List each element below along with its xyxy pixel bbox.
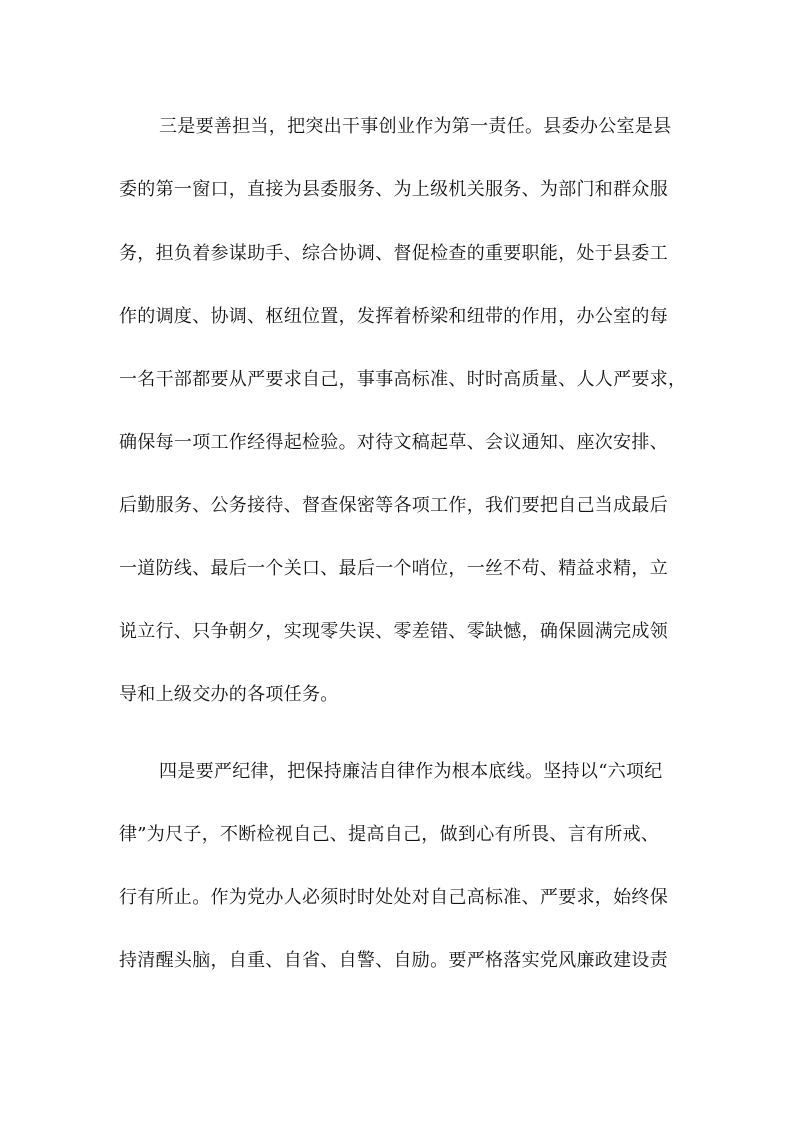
text-line: 持清醒头脑，自重、自省、自警、自励。要严格落实党风廉政建设责 xyxy=(119,950,668,971)
text-line: 委的第一窗口，直接为县委服务、为上级机关服务、为部门和群众服 xyxy=(119,179,668,200)
text-line: 务，担负着参谋助手、综合协调、督促检查的重要职能，处于县委工 xyxy=(119,243,668,264)
text-line: 作的调度、协调、枢纽位置，发挥着桥梁和纽带的作用，办公室的每 xyxy=(119,306,668,327)
text-line: 导和上级交办的各项任务。 xyxy=(119,684,339,705)
text-line: 行有所止。作为党办人必须时时处处对自己高标准、严要求，始终保 xyxy=(119,887,668,908)
text-line: 律”为尺子，不断检视自己、提高自己，做到心有所畏、言有所戒、 xyxy=(119,824,660,845)
text-line: 说立行、只争朝夕，实现零失误、零差错、零缺憾，确保圆满完成领 xyxy=(119,621,668,642)
text-line: 确保每一项工作经得起检验。对待文稿起草、会议通知、座次安排、 xyxy=(119,432,668,453)
text-line: 四是要严纪律，把保持廉洁自律作为根本底线。坚持以“六项纪 xyxy=(159,761,663,782)
text-line: 一名干部都要从严要求自己，事事高标准、时时高质量、人人严要求， xyxy=(119,369,687,390)
text-line: 一道防线、最后一个关口、最后一个哨位，一丝不苟、精益求精，立 xyxy=(119,558,668,579)
text-line: 后勤服务、公务接待、督查保密等各项工作，我们要把自己当成最后 xyxy=(119,495,668,516)
text-line: 三是要善担当，把突出干事创业作为第一责任。县委办公室是县 xyxy=(159,116,672,137)
